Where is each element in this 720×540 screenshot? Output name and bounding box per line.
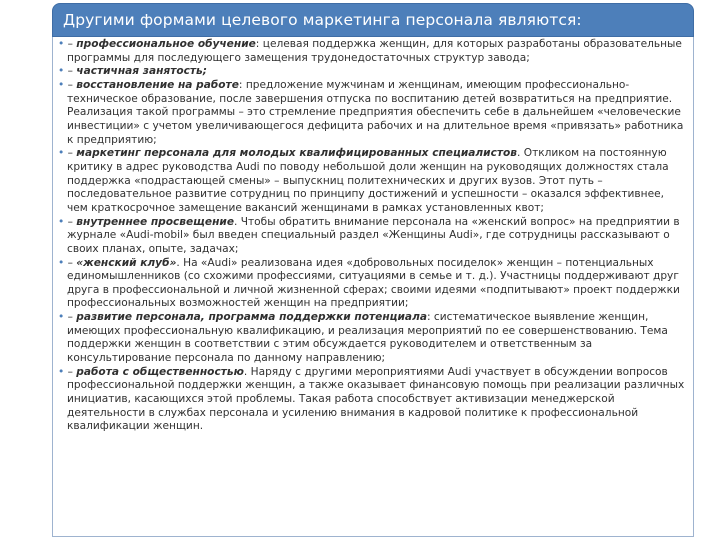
item-term: внутреннее просвещение xyxy=(76,215,235,228)
bullet-icon: • xyxy=(58,38,65,50)
list-item xyxy=(58,366,687,434)
list-item xyxy=(58,65,687,79)
item-term: «женский клуб» xyxy=(76,256,177,269)
bullet-icon: • xyxy=(58,311,65,324)
item-term: восстановление на работе xyxy=(76,78,239,91)
item-term: частичная занятость; xyxy=(76,65,207,78)
item-dash: – xyxy=(67,78,77,91)
list-item xyxy=(58,257,687,312)
bullet-icon: • xyxy=(58,365,65,378)
item-dash: – xyxy=(67,256,77,269)
bullet-icon: • xyxy=(58,256,65,269)
item-term: развитие персонала, программа поддержки потенциала xyxy=(76,311,427,324)
list-item xyxy=(58,311,687,366)
item-text: . На «Audi» реализована идея «добровольных посиделок» женщин – потенциальных единомышленников (со схожими профессиями, ситуациями в семье и т. д.). Участницы поддерживают друг друга в профессиональной и личной жизненной сферах; своими идеями «подпитывают» проект поддержки профессиональных возможностей женщин на предприятии; xyxy=(67,256,680,310)
item-text: . Чтобы обратить внимание персонала на «женский вопрос» на предприятии в журнале «Audi-mobil» был введен специальный раздел «Женщины Audi», где сотрудницы рассказывают о своих планах, опыте, задачах; xyxy=(67,215,680,255)
item-term: профессиональное обучение xyxy=(76,38,256,50)
bullet-icon: • xyxy=(58,78,65,91)
item-text: . Наряду с другими мероприятиями Audi участвует в обсуждении вопросов профессиональной поддержки женщин, а также оказывает финансовую помощь при реализации различных инициатив, касающихся этой проблемы. Такая работа способствует активизации менеджерской деятельности в службах персонала и усилению внимания в кадровой политике к профессиональной квалификации женщин. xyxy=(67,365,685,433)
list-item xyxy=(58,38,687,65)
item-text: : предложение мужчинам и женщинам, имеющим профессионально-техническое образование, после завершения отпуска по воспитанию детей возвратиться на предприятие. Реализация такой программы – это стремление предприятия обеспечить себе в дальнейшем «человеческие инвестиции» с учетом увеличивающегося дефицита рабочих и на длительное время «привязать» работника к предприятию; xyxy=(67,78,684,146)
item-dash: – xyxy=(67,215,77,228)
bullet-icon: • xyxy=(58,65,65,78)
item-text: . Откликом на постоянную критику в адрес руководства Audi по поводу небольшой доли женщин на руководящих должностях стала поддержка «подрастающей смены» – выпускниц политехнических и других вузов. Этот путь – последовательное развитие сотрудниц по принципу достижений и успешности – оказался эффективнее, чем краткосрочное замещение вакансий женщинами в рамках установленных квот; xyxy=(67,147,669,214)
item-term: работа с общественностью xyxy=(76,365,244,378)
item-text: : систематическое выявление женщин, имеющих профессиональную квалификацию, и реализация мероприятий по ее совершенствованию. Тема поддержки женщин в соответствии с этим обсуждается руководителем и ответственным за консультирование персонала по данному направлению; xyxy=(67,311,668,365)
bullet-list xyxy=(52,37,694,537)
slide-title: Другими формами целевого маркетинга персонала являются: xyxy=(63,11,582,29)
item-dash: – xyxy=(67,65,77,78)
item-dash: – xyxy=(67,147,77,160)
list-item xyxy=(58,79,687,147)
item-term: маркетинг персонала для молодых квалифицированных специалистов xyxy=(76,147,517,160)
list-item xyxy=(58,147,687,215)
item-dash: – xyxy=(67,38,77,50)
slide-header xyxy=(52,3,694,37)
bullet-icon: • xyxy=(58,147,65,160)
item-dash: – xyxy=(67,365,77,378)
item-dash: – xyxy=(67,311,77,324)
list-item xyxy=(58,216,687,257)
item-text: : целевая поддержка женщин, для которых разработаны образовательные программы для последующего замещения трудонедостаточных структур завода; xyxy=(67,38,682,64)
bullet-icon: • xyxy=(58,215,65,228)
